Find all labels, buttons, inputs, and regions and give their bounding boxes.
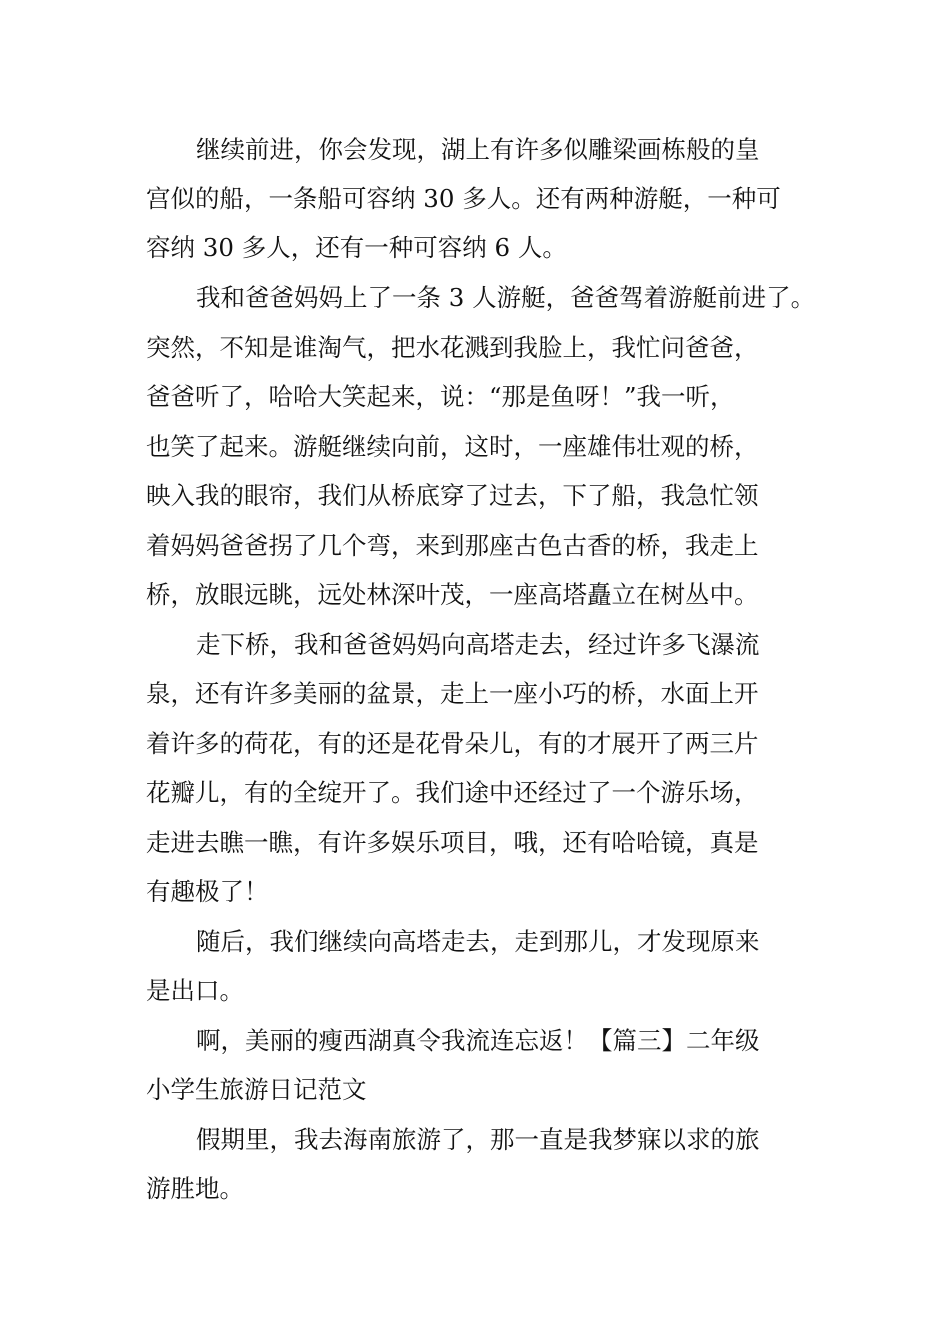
text-line: 继续前进，你会发现，湖上有许多似雕梁画栋般的皇	[196, 135, 760, 164]
text-line: 泉，还有许多美丽的盆景，走上一座小巧的桥，水面上开	[146, 679, 759, 708]
text-line: 走下桥，我和爸爸妈妈向高塔走去，经过许多飞瀑流	[196, 630, 760, 659]
text-line: 宫似的船，一条船可容纳 30 多人。还有两种游艇，一种可	[146, 184, 781, 213]
text-line: 有趣极了！	[146, 877, 269, 906]
text-line: 随后，我们继续向高塔走去，走到那儿，才发现原来	[196, 927, 760, 956]
text-line: 映入我的眼帘，我们从桥底穿了过去，下了船，我急忙领	[146, 481, 759, 510]
text-line: 突然，不知是谁淘气，把水花溅到我脸上，我忙问爸爸，	[146, 333, 759, 362]
text-line: 是出口。	[146, 976, 244, 1005]
text-line: 花瓣儿，有的全绽开了。我们途中还经过了一个游乐场，	[146, 778, 759, 807]
text-line: 我和爸爸妈妈上了一条 3 人游艇，爸爸驾着游艇前进了。	[196, 283, 816, 312]
text-line: 桥，放眼远眺，远处林深叶茂，一座高塔矗立在树丛中。	[146, 580, 759, 609]
text-line: 啊，美丽的瘦西湖真令我流连忘返！【篇三】二年级	[196, 1026, 760, 1055]
text-line: 爸爸听了，哈哈大笑起来，说：“那是鱼呀！”我一听，	[146, 382, 735, 411]
text-line: 假期里，我去海南旅游了，那一直是我梦寐以求的旅	[196, 1125, 760, 1154]
text-line: 走进去瞧一瞧，有许多娱乐项目，哦，还有哈哈镜，真是	[146, 828, 759, 857]
text-line: 也笑了起来。游艇继续向前，这时，一座雄伟壮观的桥，	[146, 432, 759, 461]
text-line: 着妈妈爸爸拐了几个弯，来到那座古色古香的桥，我走上	[146, 531, 759, 560]
text-line: 容纳 30 多人，还有一种可容纳 6 人。	[146, 233, 567, 262]
text-line: 游胜地。	[146, 1174, 244, 1203]
text-line: 小学生旅游日记范文	[146, 1075, 367, 1104]
text-line: 着许多的荷花，有的还是花骨朵儿，有的才展开了两三片	[146, 729, 759, 758]
